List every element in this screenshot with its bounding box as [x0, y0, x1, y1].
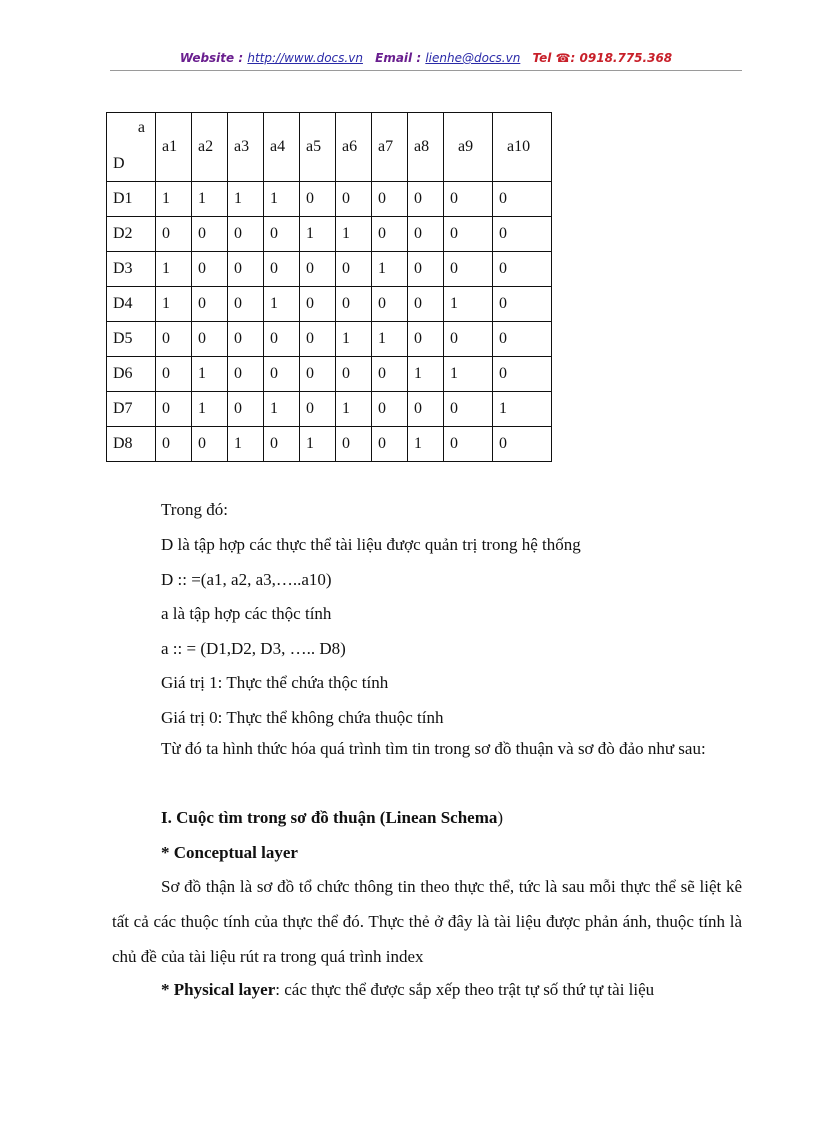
table-cell: 0: [228, 322, 264, 357]
table-row: [107, 252, 552, 287]
row-label: D7: [107, 392, 156, 427]
table-cell: 1: [372, 322, 408, 357]
column-header: a7: [372, 113, 408, 182]
tel-value: : 0918.775.368: [570, 51, 673, 65]
text-line: a là tập hợp các thộc tính: [161, 604, 332, 623]
table-cell: 1: [264, 392, 300, 427]
table-cell: 1: [300, 217, 336, 252]
table-cell: 1: [336, 217, 372, 252]
table-cell: 0: [493, 357, 552, 392]
table-cell: 0: [336, 182, 372, 217]
phone-icon: ☎: [555, 51, 571, 65]
page-header: [110, 51, 742, 65]
table-cell: 0: [444, 427, 493, 462]
table-cell: 0: [336, 427, 372, 462]
table-cell: 0: [444, 252, 493, 287]
table-row: [107, 287, 552, 322]
table-cell: 1: [408, 357, 444, 392]
table-cell: 0: [192, 322, 228, 357]
text-line: Giá trị 0: Thực thể không chứa thuộc tính: [161, 708, 444, 727]
table-cell: 0: [300, 287, 336, 322]
table-cell: 1: [493, 392, 552, 427]
column-header: a8: [408, 113, 444, 182]
table-cell: 1: [228, 182, 264, 217]
table-row: [107, 427, 552, 462]
table-cell: 1: [336, 392, 372, 427]
table-cell: 1: [228, 427, 264, 462]
table-cell: 0: [408, 287, 444, 322]
table-cell: 0: [192, 252, 228, 287]
table-cell: 0: [493, 252, 552, 287]
column-header: a2: [192, 113, 228, 182]
table-cell: 0: [408, 217, 444, 252]
tel-label: Tel: [532, 51, 552, 65]
table-cell: 1: [264, 287, 300, 322]
column-header: a4: [264, 113, 300, 182]
table-row: [107, 217, 552, 252]
column-header: a9: [444, 113, 493, 182]
table-cell: 0: [336, 357, 372, 392]
table-cell: 0: [336, 252, 372, 287]
section-heading: I. Cuộc tìm trong sơ đồ thuận (Linean Schema): [161, 808, 504, 827]
table-cell: 0: [156, 392, 192, 427]
table-cell: 0: [408, 252, 444, 287]
table-cell: 0: [228, 287, 264, 322]
table-cell: 0: [156, 427, 192, 462]
row-label: D5: [107, 322, 156, 357]
table-cell: 0: [372, 217, 408, 252]
table-header-row: [107, 113, 552, 182]
table-cell: 0: [493, 217, 552, 252]
table-cell: 0: [444, 182, 493, 217]
row-label: D6: [107, 357, 156, 392]
table-cell: 1: [300, 427, 336, 462]
table-cell: 1: [156, 182, 192, 217]
text-line: a :: = (D1,D2, D3, ….. D8): [161, 639, 346, 658]
table-cell: 0: [264, 357, 300, 392]
table-cell: 1: [336, 322, 372, 357]
table-cell: 0: [264, 427, 300, 462]
table-cell: 0: [493, 182, 552, 217]
table-cell: 0: [264, 217, 300, 252]
table-cell: 0: [408, 182, 444, 217]
table-cell: 1: [444, 287, 493, 322]
table-cell: 0: [156, 357, 192, 392]
table-cell: 0: [493, 322, 552, 357]
paragraph: Sơ đồ thận là sơ đồ tổ chức thông tin theo thực thể, tức là sau mỗi thực thể sẽ liệt kê tất cả các thuộc tính của thực thể đó. Thực thẻ ở đây là tài liệu được phản ánh, thuộc tính là chủ đề của tài liệu rút ra trong quá trình index: [112, 877, 742, 966]
row-label: D2: [107, 217, 156, 252]
corner-label-d: D: [113, 155, 125, 172]
column-header: a6: [336, 113, 372, 182]
table-cell: 1: [408, 427, 444, 462]
table-cell: 0: [300, 357, 336, 392]
table-cell: 1: [156, 252, 192, 287]
text-line: Giá trị 1: Thực thể chứa thộc tính: [161, 673, 389, 692]
table-cell: 0: [372, 182, 408, 217]
table-cell: 0: [444, 217, 493, 252]
row-label: D3: [107, 252, 156, 287]
table-cell: 1: [192, 357, 228, 392]
table-cell: 1: [192, 182, 228, 217]
table-row: [107, 322, 552, 357]
email-separator: :: [416, 51, 422, 65]
column-header: a1: [156, 113, 192, 182]
table-cell: 0: [336, 287, 372, 322]
table-cell: 0: [156, 322, 192, 357]
table-cell: 0: [192, 427, 228, 462]
table-cell: 0: [228, 217, 264, 252]
attribute-matrix-table: [106, 112, 552, 462]
table-row: [107, 182, 552, 217]
text-line: D :: =(a1, a2, a3,…..a10): [161, 570, 332, 589]
table-cell: 0: [372, 287, 408, 322]
row-label: D1: [107, 182, 156, 217]
table-cell: 0: [300, 322, 336, 357]
table-cell: 1: [372, 252, 408, 287]
table-cell: 0: [493, 427, 552, 462]
table-cell: 1: [444, 357, 493, 392]
table-cell: 1: [192, 392, 228, 427]
row-label: D8: [107, 427, 156, 462]
table-cell: 0: [156, 217, 192, 252]
column-header: a5: [300, 113, 336, 182]
physical-layer-line: * Physical layer: các thực thể được sắp xếp theo trật tự số thứ tự tài liệu: [161, 980, 655, 999]
table-cell: 0: [300, 252, 336, 287]
table-cell: 0: [372, 357, 408, 392]
column-header: a10: [493, 113, 552, 182]
email-link[interactable]: lienhe@docs.vn: [425, 51, 521, 65]
table-row: [107, 357, 552, 392]
paragraph: Từ đó ta hình thức hóa quá trình tìm tin trong sơ đồ thuận và sơ đò đảo như sau:: [161, 739, 706, 758]
row-label: D4: [107, 287, 156, 322]
table-cell: 0: [228, 252, 264, 287]
table-cell: 0: [228, 357, 264, 392]
corner-label-a: a: [137, 119, 145, 136]
table-cell: 0: [192, 217, 228, 252]
table-cell: 0: [300, 182, 336, 217]
subsection-heading: * Conceptual layer: [161, 843, 298, 862]
table-cell: 1: [264, 182, 300, 217]
table-cell: 0: [372, 427, 408, 462]
table-cell: 0: [444, 322, 493, 357]
table-cell: 0: [444, 392, 493, 427]
column-header: a3: [228, 113, 264, 182]
website-label: Website :: [179, 51, 244, 65]
text-line: D là tập hợp các thực thể tài liệu được quản trị trong hệ thống: [161, 535, 581, 554]
text-line: Trong đó:: [161, 500, 228, 519]
table-cell: 1: [156, 287, 192, 322]
header-divider: [110, 70, 742, 71]
table-cell: 0: [408, 322, 444, 357]
table-cell: 0: [192, 287, 228, 322]
website-link[interactable]: http://www.docs.vn: [247, 51, 363, 65]
table-row: [107, 392, 552, 427]
email-label: Email: [375, 51, 413, 65]
table-cell: 0: [264, 322, 300, 357]
table-cell: 0: [408, 392, 444, 427]
table-cell: 0: [493, 287, 552, 322]
table-corner-cell: [107, 113, 156, 182]
table-cell: 0: [228, 392, 264, 427]
table-cell: 0: [372, 392, 408, 427]
table-cell: 0: [300, 392, 336, 427]
table-cell: 0: [264, 252, 300, 287]
